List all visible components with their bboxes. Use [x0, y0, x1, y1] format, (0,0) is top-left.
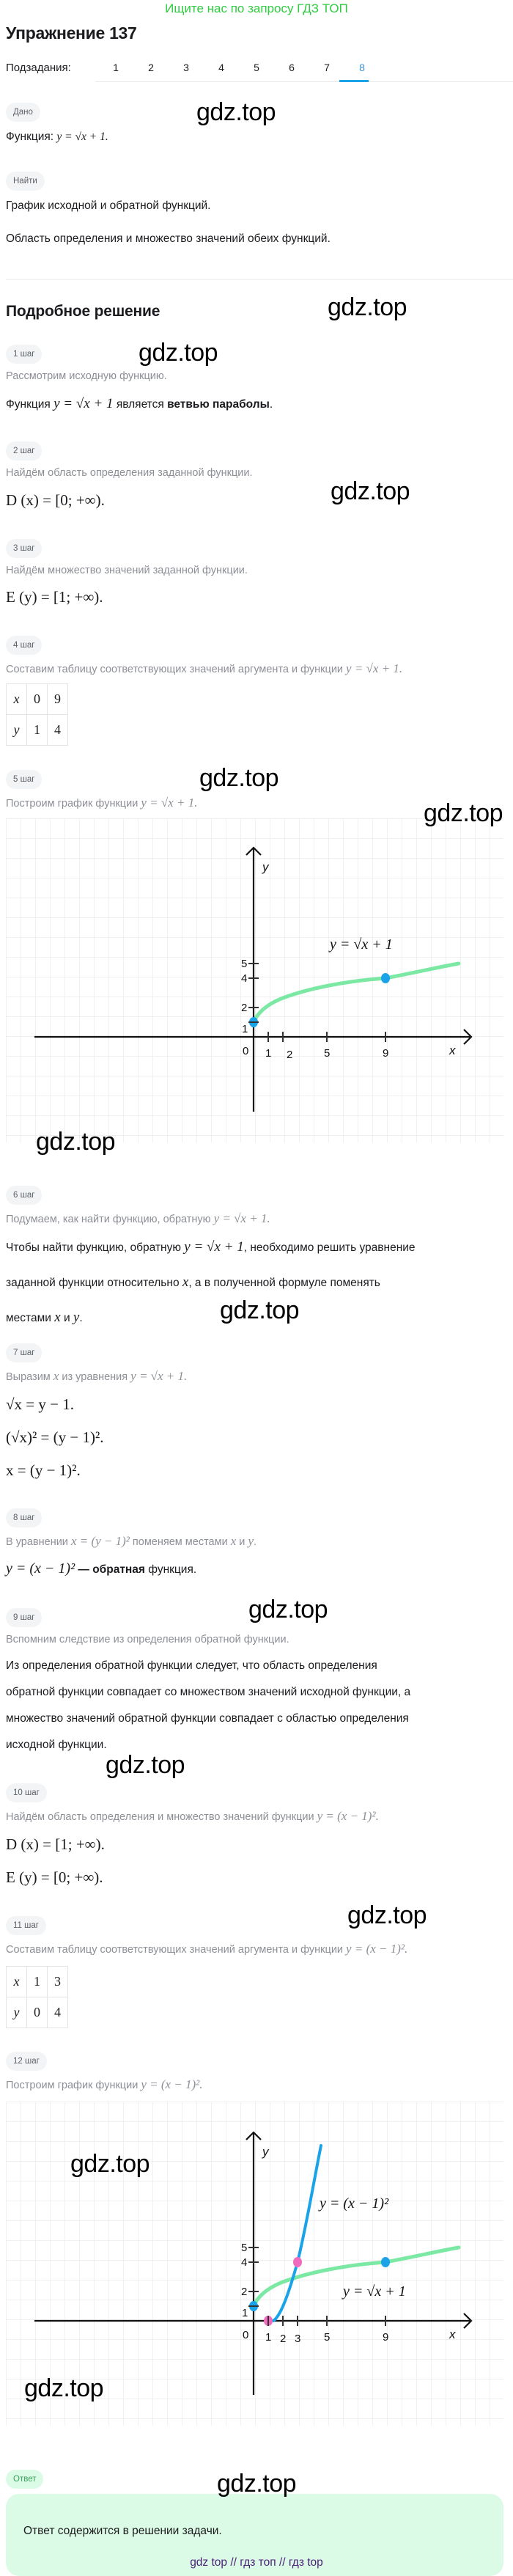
y-axis-label: y [262, 2145, 269, 2159]
table-cell: 0 [27, 1997, 48, 2028]
step-10-domain: D (x) = [1; +∞). [6, 1835, 105, 1853]
table-cell: y [7, 715, 27, 746]
step-2-chip: 2 шаг [6, 441, 42, 460]
x-tick-label: 5 [324, 2331, 331, 2344]
var-x: x [54, 1310, 61, 1325]
step-1-hint: Рассмотрим исходную функцию. [6, 370, 167, 382]
page-title: Упражнение 137 [6, 23, 137, 43]
text: Составим таблицу соответствующих значений аргумента и функции [6, 1944, 347, 1956]
step-4-hint-prefix: Составим таблицу соответствующих значений аргумента и функции [6, 664, 347, 675]
y-axis-label: y [262, 860, 269, 874]
divider [6, 279, 513, 280]
find-item-2: Область определения и множество значений обеих функций. [6, 232, 331, 245]
table-cell: x [7, 684, 27, 715]
var-y: y [248, 1534, 254, 1548]
step-5-hint-prefix: Построим график функции [6, 798, 141, 810]
step-6-hint-formula: y = √x + 1. [213, 1211, 270, 1225]
subtask-tab-6[interactable]: 6 [289, 62, 295, 73]
step-1-prefix: Функция [6, 398, 54, 411]
text: , а в полученной формуле поменять [188, 1277, 380, 1289]
formula: y = (x − 1)². [346, 1942, 408, 1956]
formula: y = √x + 1 [184, 1239, 244, 1255]
graph-sqrt-function [6, 818, 503, 1142]
step-7-chip: 7 шаг [6, 1343, 42, 1362]
step-1-formula: y = √x + 1 [53, 396, 114, 411]
grid [6, 818, 503, 1142]
bold-text: обратная [92, 1563, 145, 1576]
watermark: gdz.top [347, 1901, 427, 1929]
step-8-chip: 8 шаг [6, 1508, 42, 1527]
subtask-tab-3[interactable]: 3 [183, 62, 189, 73]
point-9-4 [381, 2257, 390, 2267]
step-6-line-2 [6, 1274, 380, 1291]
table-cell: 1 [27, 715, 48, 746]
text: В уравнении [6, 1536, 71, 1548]
text: , необходимо решить уравнение [243, 1241, 416, 1254]
step-8-hint [6, 1534, 256, 1549]
formula: x = (y − 1)² [70, 1534, 130, 1548]
given-formula: y = √x + 1. [56, 131, 108, 143]
text: Чтобы найти функцию, обратную [6, 1241, 185, 1254]
origin-label: 0 [243, 2329, 249, 2341]
step-4-hint [6, 661, 402, 676]
step-11-value-table [6, 1966, 68, 2028]
watermark: gdz.top [220, 1296, 300, 1324]
step-6-line-1 [6, 1239, 416, 1255]
active-tab-indicator [339, 80, 369, 82]
text: Найдём область определения и множество значений функции [6, 1811, 317, 1823]
given-chip: Дано [6, 103, 40, 122]
table-cell: 9 [48, 684, 68, 715]
text: заданной функции относительно [6, 1277, 182, 1289]
text: — [75, 1563, 93, 1576]
step-1-chip: 1 шаг [6, 345, 42, 364]
x-tick-label: 1 [265, 2331, 272, 2344]
footer-links[interactable]: gdz top // гдз топ // гдз top [190, 2556, 323, 2569]
step-8-body [6, 1560, 196, 1577]
step-10-chip: 10 шаг [6, 1783, 47, 1802]
y-tick-label: 4 [241, 972, 248, 985]
step-3-hint: Найдём множество значений заданной функции. [6, 565, 248, 576]
watermark: gdz.top [196, 98, 276, 126]
table-cell: 0 [27, 684, 48, 715]
table-cell: 4 [48, 715, 68, 746]
table-cell: 1 [27, 1967, 48, 1997]
step-7-line-3: x = (y − 1)². [6, 1461, 81, 1479]
step-2-hint: Найдём область определения заданной функции. [6, 467, 253, 479]
given-prefix: Функция: [6, 131, 57, 143]
watermark: gdz.top [248, 1596, 328, 1623]
step-12-hint [6, 2077, 203, 2092]
x-tick-label: 9 [383, 1047, 389, 1060]
step-6-line-3 [6, 1310, 83, 1326]
formula: y = (x − 1)². [141, 2077, 203, 2091]
step-3-chip: 3 шаг [6, 539, 42, 558]
var-x: x [230, 1534, 237, 1548]
table-cell: x [7, 1967, 27, 1997]
y-tick-label: 2 [241, 2286, 248, 2298]
text: из уравнения [59, 1371, 131, 1383]
step-10-range: E (y) = [0; +∞). [6, 1868, 103, 1886]
watermark: gdz.top [139, 339, 218, 367]
step-1-body [6, 396, 273, 412]
answer-chip: Ответ [6, 2470, 43, 2489]
y-tick-label: 2 [241, 1002, 248, 1014]
origin-label: 0 [243, 1045, 249, 1057]
x-tick-label: 9 [383, 2331, 389, 2344]
step-6-chip: 6 шаг [6, 1186, 42, 1205]
step-4-chip: 4 шаг [6, 636, 42, 655]
x-axis-label: x [449, 2327, 456, 2341]
var-x: x [53, 1369, 59, 1383]
step-7-line-2: (√x)² = (y − 1)². [6, 1428, 104, 1446]
watermark: gdz.top [24, 2374, 104, 2402]
x-tick-label: 5 [324, 1047, 331, 1060]
text: и [60, 1312, 73, 1324]
sqrt-label: y = √x + 1 [343, 2283, 406, 2300]
subtask-tabs [95, 56, 513, 82]
step-9-line-3: множество значений обратной функции совпадает с областью определения [6, 1712, 409, 1725]
y-tick-label: 5 [241, 958, 248, 970]
table-row [7, 715, 68, 746]
watermark: gdz.top [424, 799, 503, 827]
y-tick-label: 1 [242, 2307, 248, 2319]
step-4-hint-formula: y = √x + 1. [346, 661, 403, 675]
subtask-tab-2[interactable]: 2 [148, 62, 154, 73]
step-9-line-2: обратной функции совпадает со множеством значений исходной функции, а [6, 1686, 411, 1698]
watermark: gdz.top [331, 477, 410, 505]
x-tick-label: 3 [295, 2333, 301, 2345]
find-item-1: График исходной и обратной функций. [6, 199, 211, 212]
text: местами [6, 1312, 55, 1324]
var-x: x [182, 1274, 189, 1290]
table-row [7, 1997, 68, 2028]
text: . [79, 1312, 83, 1324]
x-tick-label: 2 [287, 1049, 293, 1061]
step-7-line-1: √x = y − 1. [6, 1395, 74, 1413]
answer-text: Ответ содержится в решении задачи. [23, 2525, 222, 2537]
text: Выразим [6, 1371, 53, 1383]
solution-title: Подробное решение [6, 303, 160, 320]
table-row [7, 684, 68, 715]
table-cell: 4 [48, 1997, 68, 2028]
point-9-4 [381, 973, 390, 983]
text: Построим график функции [6, 2080, 141, 2091]
step-7-hint [6, 1369, 187, 1384]
given-text [6, 131, 108, 144]
watermark: gdz.top [328, 293, 407, 321]
step-5-chip: 5 шаг [6, 770, 42, 789]
parabola-label: y = (x − 1)² [320, 2195, 389, 2212]
x-tick-label: 1 [265, 1047, 272, 1060]
step-11-hint [6, 1942, 407, 1956]
subtask-tab-8[interactable]: 8 [359, 62, 365, 73]
var-y: y [73, 1310, 80, 1325]
watermark: gdz.top [106, 1751, 185, 1779]
step-6-hint [6, 1211, 270, 1226]
step-11-chip: 11 шаг [6, 1916, 46, 1935]
text: . [253, 1536, 257, 1548]
step-6-hint-prefix: Подумаем, как найти функцию, обратную [6, 1214, 214, 1225]
subtask-tab-4[interactable]: 4 [218, 62, 224, 73]
x-axis-label: x [449, 1043, 456, 1057]
text: поменяем местами [129, 1536, 231, 1548]
step-1-mid: является [113, 398, 168, 411]
text: функция. [144, 1563, 197, 1576]
step-3-result: E (y) = [1; +∞). [6, 588, 103, 606]
watermark: gdz.top [199, 764, 279, 792]
step-4-value-table [6, 683, 68, 746]
step-1-suffix: . [269, 398, 273, 411]
step-9-hint: Вспомним следствие из определения обратной функции. [6, 1634, 289, 1645]
point-3-4 [293, 2257, 302, 2267]
subtasks-label: Подзадания: [6, 62, 71, 74]
step-9-chip: 9 шаг [6, 1608, 42, 1627]
y-tick-label: 4 [241, 2256, 248, 2269]
subtask-tab-5[interactable]: 5 [254, 62, 259, 73]
step-5-hint-formula: y = √x + 1. [141, 796, 198, 810]
y-tick-label: 1 [242, 1023, 248, 1035]
step-9-line-4: исходной функции. [6, 1739, 107, 1751]
search-banner: Ищите нас по запросу ГДЗ ТОП [165, 1, 348, 15]
watermark: gdz.top [217, 2470, 297, 2498]
step-9-line-1: Из определения обратной функции следует, что область определения [6, 1659, 377, 1672]
step-2-result: D (x) = [0; +∞). [6, 491, 105, 509]
y-tick-label: 5 [241, 2242, 248, 2254]
step-12-chip: 12 шаг [6, 2052, 47, 2071]
subtask-tab-1[interactable]: 1 [113, 62, 119, 73]
formula: y = (x − 1)². [317, 1809, 379, 1823]
table-cell: 3 [48, 1967, 68, 1997]
step-5-hint [6, 796, 197, 810]
curve-label: y = √x + 1 [330, 936, 393, 953]
watermark: gdz.top [70, 2150, 150, 2178]
graph-1-svg [6, 818, 503, 1142]
inverse-formula: y = (x − 1)² [6, 1560, 75, 1577]
find-chip: Найти [6, 172, 45, 191]
step-1-bold: ветвью параболы [167, 398, 270, 411]
x-tick-label: 2 [280, 2333, 287, 2345]
table-cell: y [7, 1997, 27, 2028]
watermark: gdz.top [36, 1128, 116, 1156]
step-10-hint [6, 1809, 379, 1824]
subtask-tab-7[interactable]: 7 [324, 62, 330, 73]
text: и [236, 1536, 248, 1548]
table-row [7, 1967, 68, 1997]
formula: y = √x + 1. [130, 1369, 188, 1383]
